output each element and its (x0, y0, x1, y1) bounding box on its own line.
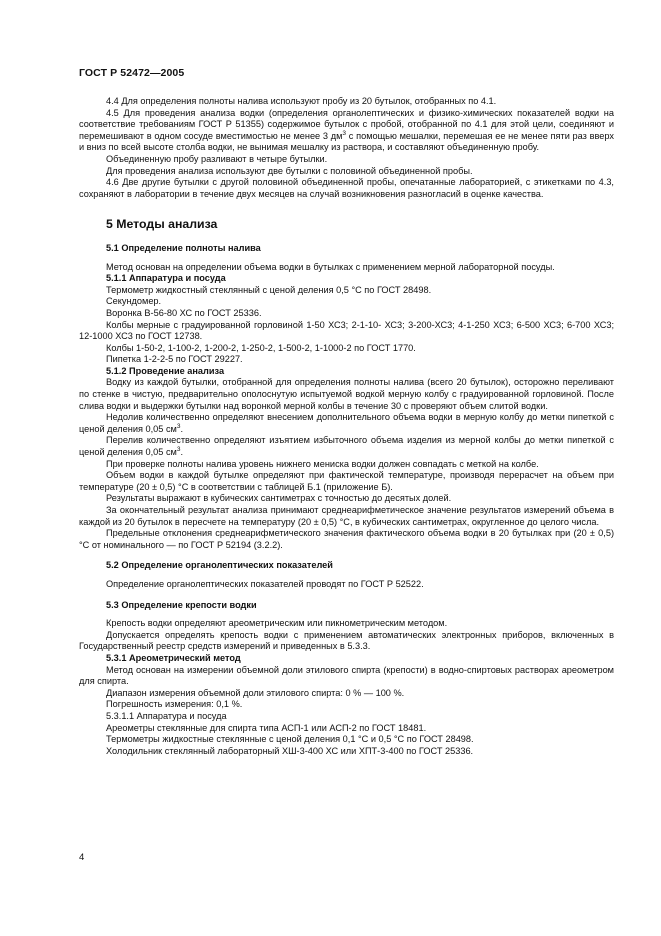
paragraph-overfill-text: Перелив количественно определяют изъятием избыточного объема изделия из мерной колбы до метки пипеткой с ценой деления 0,05 см (79, 435, 614, 458)
section-5-2-title: 5.2 Определение органолептических показателей (106, 560, 333, 571)
paragraph-overfill-end: . (180, 447, 184, 458)
section-5-3-1-title: 5.3.1 Ареометрический метод (106, 652, 241, 663)
paragraph-4-5-end: с помощью мешалки, перемешая ее не менее пяти раз вверх и вниз по всей высоте столба водки, не вынимая мешалку из раствора, и составляют объединенную пробу. (79, 130, 614, 153)
section-5-3-1-method: Метод основан на измерении объемной доли этилового спирта (крепости) в водно-спиртовых растворах ареометром для спирта. (79, 664, 614, 687)
paragraph-volume: Объем водки в каждой бутылке определяют при фактической температуре, производя перерасчет на объем при температуре (20 ± 0,5) °С в соответствии с таблицей Б.1 (приложение Б). (79, 470, 614, 492)
section-5-3-title: 5.3 Определение крепости водки (106, 599, 257, 610)
equipment-graduated-flasks: Колбы мерные с градуированной горловиной 1-50 ХС3; 2-1-10- ХС3; 3-200-ХС3; 4-1-250 ХС3; 6-500 ХС3; 6-700 ХС3; 12-1000 ХС3 по ГОСТ 12738. (79, 319, 614, 342)
equipment-thermometer: Термометр жидкостный стеклянный с ценой деления 0,5 °С по ГОСТ 28498. (106, 284, 432, 295)
measurement-range: Диапазон измерения объемной доли этилового спирта: 0 % — 100 %. (106, 687, 405, 698)
equipment-stopwatch: Секундомер. (106, 296, 162, 307)
paragraph-results: Результаты выражают в кубических сантиметрах с точностью до десятых долей. (106, 493, 452, 504)
equipment-funnel: Воронка В-56-80 ХС по ГОСТ 25336. (106, 307, 262, 318)
superscript: 3 (176, 422, 181, 430)
equipment-flasks: Колбы 1-50-2, 1-100-2, 1-200-2, 1-250-2, 1-500-2, 1-1000-2 по ГОСТ 1770. (106, 342, 416, 353)
section-5-1-title: 5.1 Определение полноты налива (106, 242, 261, 253)
paragraph-4-4: 4.4 Для определения полноты налива используют пробу из 20 бутылок, отобранных по 4.1. (106, 96, 497, 106)
section-5-1-1-title: 5.1.1 Аппаратура и посуда (106, 273, 226, 284)
document-body (79, 96, 614, 757)
paragraph-overfill (79, 435, 614, 458)
equipment-thermometers: Термометры жидкостные стеклянные с ценой деления 0,1 °С и 0,5 °С по ГОСТ 28498. (106, 734, 474, 745)
paragraph-underfill-text: Недолив количественно определяют внесением дополнительного объема водки в мерную колбу до метки пипеткой с ценой деления 0,05 см (79, 412, 614, 434)
section-5-2-text: Определение органолептических показателей проводят по ГОСТ Р 52522. (106, 578, 424, 589)
paragraph-underfill (79, 412, 614, 435)
section-5-3-allowed: Допускается определять крепость водки с применением автоматических электронных приборов, включенных в Государственный реестр средств измерений и приведенных в 5.3.3. (79, 629, 614, 652)
paragraph-meniscus: При проверке полноты налива уровень нижнего мениска водки должен совпадать с меткой на колбе. (106, 458, 539, 469)
page-number: 4 (79, 852, 85, 863)
paragraph-two-bottles: Для проведения анализа используют две бутылки с половиной объединенной пробы. (106, 165, 473, 176)
equipment-cooler: Холодильник стеклянный лабораторный ХШ-3-400 ХС или ХПТ-3-400 по ГОСТ 25336. (106, 745, 474, 756)
section-5-1-2-title: 5.1.2 Проведение анализа (106, 365, 225, 376)
paragraph-pour: Водку из каждой бутылки, отобранной для определения полноты налива (всего 20 бутылок), осторожно переливают по стенке в чистую, предварительно ополоснутую испытуемой водкой мерную колбу с градуированной горловиной. После слива водки и выдержки бутылки над воронкой мерной колбы в течение 30 с проверяют объем слитой водки. (79, 377, 614, 411)
equipment-hydrometers: Ареометры стеклянные для спирта типа АСП-1 или АСП-2 по ГОСТ 18481. (106, 722, 427, 733)
paragraph-4-5-text: 4.5 Для проведения анализа водки (определения органолептических и физико-химических показателей водки на соответствие требованиям ГОСТ Р 51355) содержимое бутылок с пробой, отобранной по 4.1 для этой цели, соединяют и перемешивают в одном сосуде вместимостью не менее 3 дм (79, 107, 614, 141)
paragraph-limits: Предельные отклонения среднеарифметического значения фактического объема водки в 20 бутылках при (20 ± 0,5) °С от номинального — по ГОСТ Р 52194 (3.2.2). (79, 528, 614, 550)
superscript: 3 (176, 445, 181, 453)
measurement-error: Погрешность измерения: 0,1 %. (106, 699, 243, 710)
section-5-1-intro: Метод основан на определении объема водки в бутылках с применением мерной лабораторной посуды. (106, 261, 555, 272)
paragraph-divide-sample: Объединенную пробу разливают в четыре бутылки. (106, 153, 328, 164)
section-5-3-intro: Крепость водки определяют ареометрическим или пикнометрическим методом. (106, 618, 448, 629)
superscript: 3 (342, 129, 347, 137)
paragraph-underfill-end: . (180, 423, 184, 434)
section-5-3-1-1-title: 5.3.1.1 Аппаратура и посуда (106, 710, 227, 721)
paragraph-4-6: 4.6 Две другие бутылки с другой половиной объединенной пробы, опечатанные лабораторией, с этикетками по 4.3, сохраняют в лаборатории в течение двух месяцев на случай возникновения разногласий в оценке качества. (79, 177, 614, 199)
paragraph-final-result: За окончательный результат анализа принимают среднеарифметическое значение результатов измерений объема в каждой из 20 бутылок в пересчете на температуру (20 ± 0,5) °С, в кубических сантиметрах, округленное до целого числа. (79, 505, 614, 527)
section-5-title: 5 Методы анализа (106, 217, 218, 232)
equipment-pipette: Пипетка 1-2-2-5 по ГОСТ 29227. (106, 354, 243, 365)
paragraph-4-5 (79, 108, 614, 154)
document-header: ГОСТ Р 52472—2005 (79, 67, 185, 79)
